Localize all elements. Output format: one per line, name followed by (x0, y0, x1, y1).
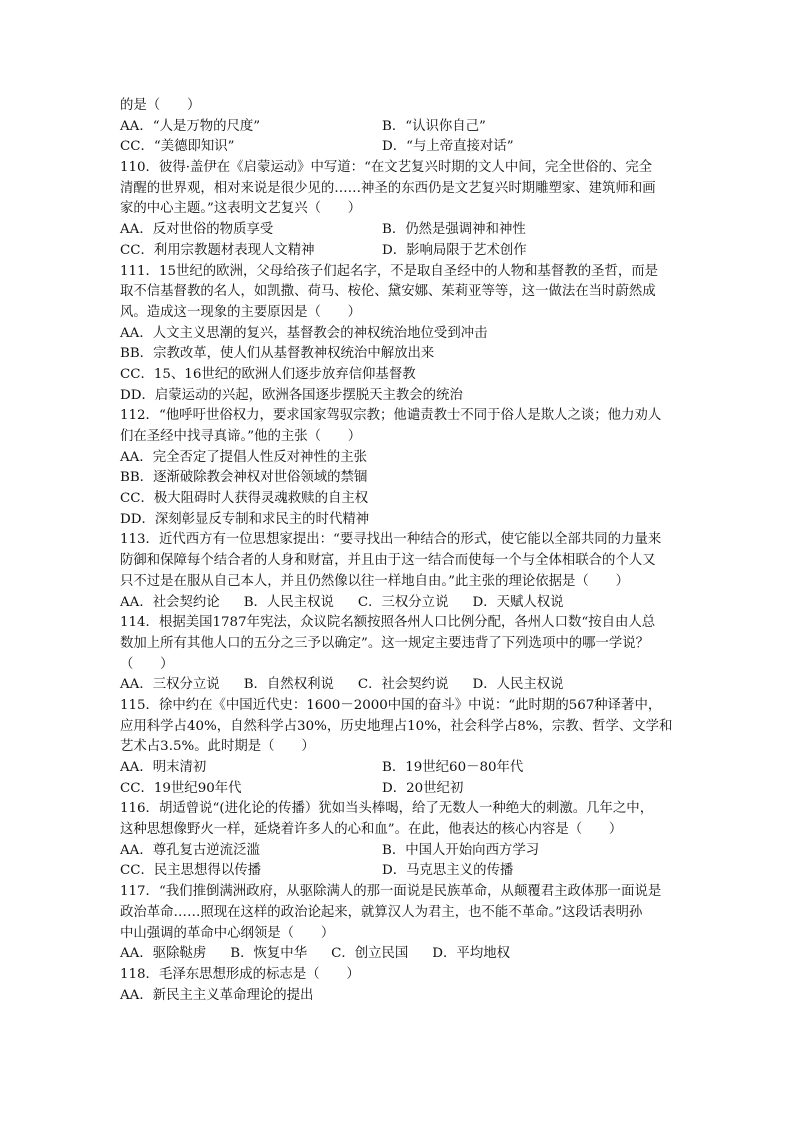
q117-options (120, 944, 680, 965)
q117-option-a: AA．驱除鞑虏 (120, 946, 207, 962)
q110-options-ab (120, 220, 680, 241)
q110-stem-line: 家的中心主题。”这表明文艺复兴（ ） (120, 201, 362, 217)
q117-option-c: C．创立民国 (331, 946, 409, 962)
q114-stem-line: 数加上所有其他人口的五分之三予以确定”。这一规定主要违背了下列选项中的哪一学说？ (120, 635, 650, 651)
q118-stem: 118．毛泽东思想形成的标志是（ ） (120, 966, 360, 982)
q116-option-b: B．中国人开始向西方学习 (382, 842, 540, 858)
q115-option-c: CC．19世纪90年代 (120, 780, 242, 796)
q109-stem-tail: 的是（ ） (120, 98, 201, 113)
q117-option-d: D．平均地权 (432, 946, 510, 962)
q115-stem-line: 艺术占3.5%。此时期是（ ） (120, 739, 315, 755)
q113-stem-line: 防御和保障每个结合者的人身和财富，并且由于这一结合而使每一个与全体相联合的个人又 (120, 553, 656, 569)
q109-options-cd (120, 137, 680, 158)
q113-options (120, 593, 680, 614)
q109-options-ab (120, 117, 680, 138)
q116-options-ab (120, 841, 680, 862)
q114-options (120, 675, 680, 696)
q112-option-d: DD．深刻彰显反专制和求民主的时代精神 (120, 511, 370, 527)
q112-stem-line: 112．“他呼吁世俗权力，要求国家驾驭宗教；他谴责教士不同于俗人是欺人之谈；他力劝人 (120, 408, 662, 424)
q111-stem-line: 111．15世纪的欧洲，父母给孩子们起名字，不是取自圣经中的人物和基督教的圣哲，而是 (120, 263, 659, 279)
q110-option-d: D．影响局限于艺术创作 (382, 242, 527, 258)
q116-option-d: D．马克思主义的传播 (382, 863, 514, 879)
q110-option-a: AA．反对世俗的物质享受 (120, 222, 274, 238)
q116-options-cd (120, 861, 680, 882)
q115-options-cd (120, 779, 680, 800)
q112-option-a: AA．完全否定了提倡人性反对神性的主张 (120, 449, 367, 465)
q113-option-a: AA．社会契约论 (120, 594, 220, 610)
q115-option-b: B．19世纪60－80年代 (382, 760, 524, 775)
q110-stem-line: 清醒的世界观，相对来说是很少见的……神圣的东西仍是文艺复兴时期雕塑家、建筑师和画 (120, 180, 656, 196)
q116-option-c: CC．民主思想得以传播 (120, 863, 262, 879)
q114-stem-line: （ ） (120, 656, 174, 672)
q111-option-c: CC．15、16世纪的欧洲人们逐步放弃信仰基督教 (120, 366, 416, 382)
q113-stem-line: 113．近代西方有一位思想家提出：“要寻找出一种结合的形式，使它能以全部共同的力量来 (120, 532, 662, 548)
q110-option-c: CC．利用宗教题材表现人文精神 (120, 242, 315, 258)
exam-page (120, 96, 680, 1006)
q113-stem-line: 只不过是在服从自己本人，并且仍然像以往一样地自由。”此主张的理论依据是（ ） (120, 573, 629, 589)
q114-option-b: B．自然权利说 (243, 677, 334, 693)
q116-stem-line: 这种思想像野火一样，延烧着许多人的心和血”。在此，他表达的核心内容是（ ） (120, 822, 623, 838)
q110-options-cd (120, 241, 680, 262)
q114-option-a: AA．三权分立说 (120, 677, 220, 693)
q115-stem-line: 应用科学占40%，自然科学占30%，历史地理占10%，社会科学占8%，宗教、哲学、文学和 (120, 718, 673, 734)
q112-stem-line: 们在圣经中找寻真谛。”他的主张（ ） (120, 429, 362, 444)
q111-stem-line: 风。造成这一现象的主要原因是（ ） (120, 304, 362, 320)
q117-stem-line: 中山强调的革命中心纲领是（ ） (120, 925, 335, 941)
q111-option-d: DD．启蒙运动的兴起，欧洲各国逐步摆脱天主教会的统治 (120, 387, 463, 403)
q109-option-b: B．“认识你自己” (382, 118, 486, 134)
q115-option-a: AA．明末清初 (120, 760, 207, 775)
q117-stem-line: 117．“我们推倒满洲政府，从驱除满人的那一面说是民族革命，从颠覆君主政体那一面说是 (120, 884, 662, 900)
q111-stem-line: 取不信基督教的名人，如凯撒、荷马、桉伦、黛安娜、茱莉亚等等，这一做法在当时蔚然成 (120, 284, 656, 300)
q109-option-a: AA．“人是万物的尺度” (120, 118, 261, 134)
q115-option-d: D．20世纪初 (382, 780, 464, 796)
q112-option-c: CC．极大阻碍时人获得灵魂救赎的自主权 (120, 491, 369, 507)
q114-stem-line: 114．根据美国1787年宪法，众议院名额按照各州人口比例分配，各州人口数“按自由人总 (120, 615, 656, 631)
q109-option-c: CC．“美德即知识” (120, 139, 235, 155)
q116-option-a: AA．尊孔复古逆流泛滥 (120, 842, 260, 858)
q111-option-b: BB．宗教改革，使人们从基督教神权统治中解放出来 (120, 346, 435, 362)
q113-option-d: D．天赋人权说 (472, 594, 564, 610)
q112-option-b: BB．逐渐破除教会神权对世俗领域的禁锢 (120, 470, 368, 486)
q110-option-b: B．仍然是强调神和神性 (382, 222, 526, 238)
q117-option-b: B．恢复中华 (230, 946, 308, 962)
q114-option-d: D．人民主权说 (472, 677, 564, 693)
q115-stem-line: 115．徐中约在《中国近代史：1600－2000中国的奋斗》中说：“此时期的567种译著中， (120, 697, 662, 713)
q118-option-a: AA．新民主主义革命理论的提出 (120, 987, 314, 1003)
q116-stem-line: 116．胡适曾说“(进化论的传播）犹如当头棒喝，给了无数人一种绝大的刺激。几年之中， (120, 801, 654, 817)
q109-option-d: D．“与上帝直接对话” (382, 139, 514, 155)
q113-option-b: B．人民主权说 (243, 594, 334, 610)
q113-option-c: C．三权分立说 (357, 594, 449, 610)
q110-stem-line: 110．彼得·盖伊在《启蒙运动》中写道：“在文艺复兴时期的文人中间，完全世俗的、完全 (120, 160, 653, 176)
q115-options-ab (120, 758, 680, 779)
q111-option-a: AA．人文主义思潮的复兴，基督教会的神权统治地位受到冲击 (120, 325, 488, 341)
q117-stem-line: 政治革命……照现在这样的政治论起来，就算汉人为君主，也不能不革命。”这段话表明孙 (120, 904, 643, 920)
q114-option-c: C．社会契约说 (357, 677, 449, 693)
